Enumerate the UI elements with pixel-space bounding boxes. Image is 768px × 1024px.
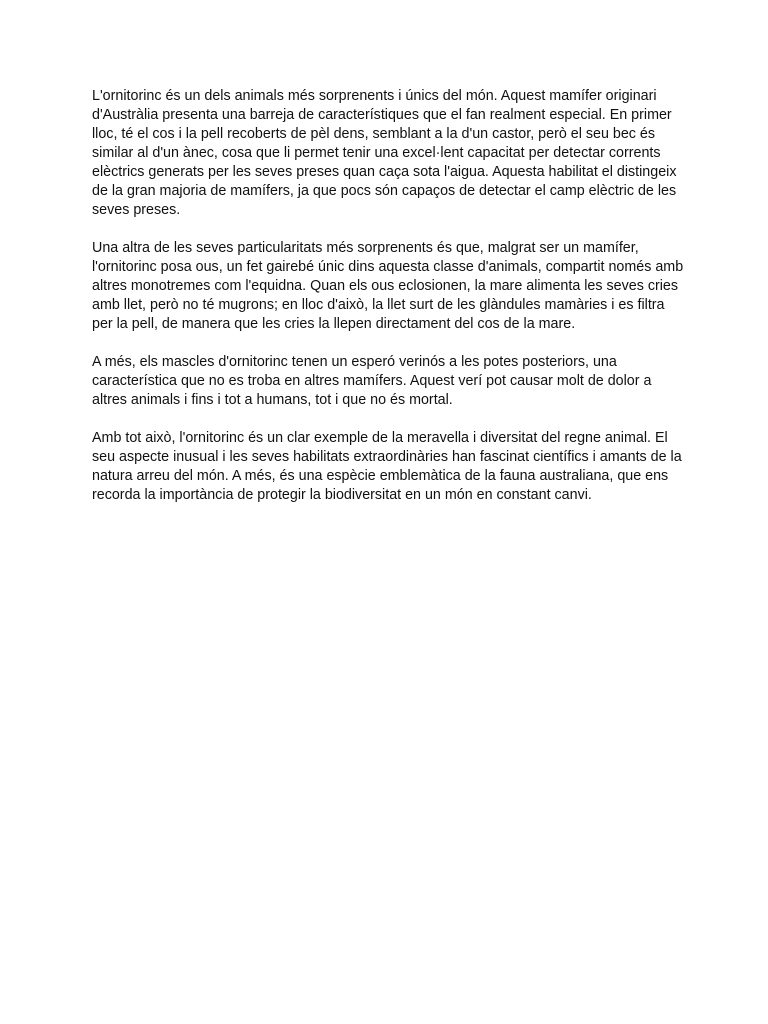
document-body <box>92 87 684 524</box>
paragraph-eggs: Una altra de les seves particularitats més sorprenents és que, malgrat ser un mamífer, l'ornitorinc posa ous, un fet gairebé únic dins aquesta classe d'animals, compartit només amb altres monotremes com l'equidna. Quan els ous eclosionen, la mare alimenta les seves cries amb llet, però no té mugrons; en lloc d'això, la llet surt de les glàndules mamàries i es filtra per la pell, de manera que les cries la llepen directament del cos de la mare. <box>92 240 684 332</box>
paragraph-venom: A més, els mascles d'ornitorinc tenen un esperó verinós a les potes posteriors, una característica que no es troba en altres mamífers. Aquest verí pot causar molt de dolor a altres animals i fins i tot a humans, tot i que no és mortal. <box>92 354 652 408</box>
paragraph-intro: L'ornitorinc és un dels animals més sorprenents i únics del món. Aquest mamífer originari d'Austràlia presenta una barreja de característiques que el fan realment especial. En primer lloc, té el cos i la pell recoberts de pèl dens, semblant a la d'un castor, però el seu bec és similar al d'un ànec, cosa que li permet tenir una excel·lent capacitat per detectar corrents elèctrics generats per les seves preses quan caça sota l'aigua. Aquesta habilitat el distingeix de la gran majoria de mamífers, ja que pocs són capaços de detectar el camp elèctric de les seves preses. <box>92 88 677 218</box>
paragraph-conclusion: Amb tot això, l'ornitorinc és un clar exemple de la meravella i diversitat del regne animal. El seu aspecte inusual i les seves habilitats extraordinàries han fascinat científics i amants de la natura arreu del món. A més, és una espècie emblemàtica de la fauna australiana, que ens recorda la importància de protegir la biodiversitat en un món en constant canvi. <box>92 430 682 503</box>
